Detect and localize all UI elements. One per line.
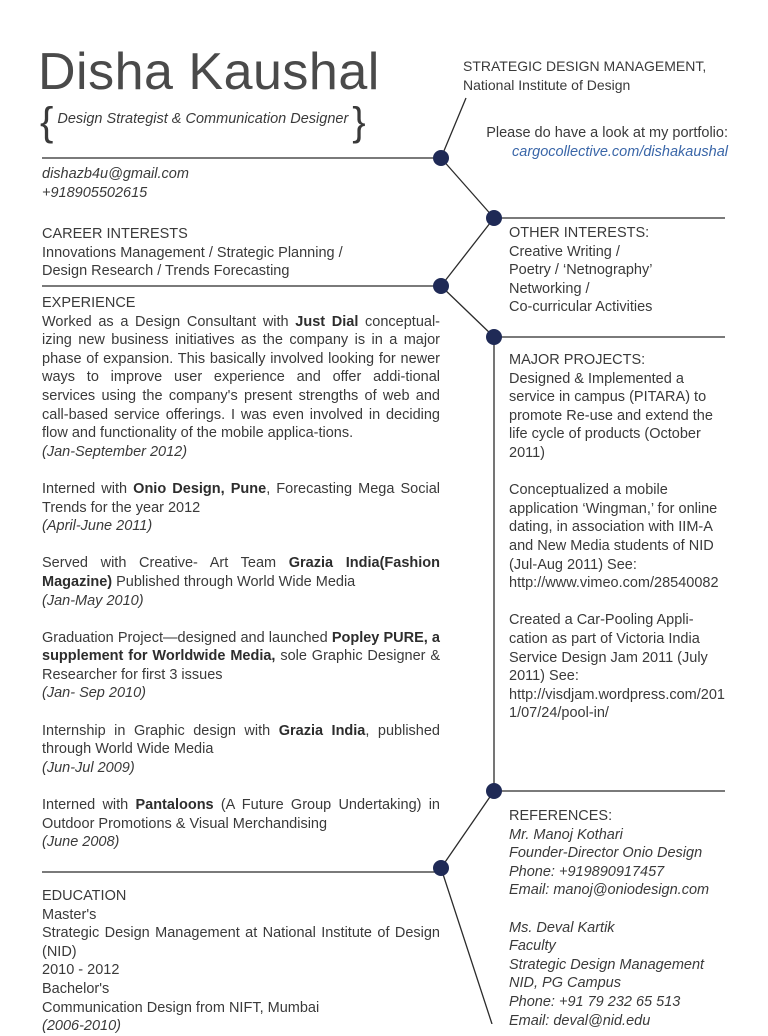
experience-entry — [42, 796, 440, 852]
connector-header — [441, 98, 466, 158]
education-heading: EDUCATION — [42, 888, 127, 904]
entry-text: conceptual-izing new business initiatives as the company is in a major phase of expansion. This basically involved looking for newer ways to improve user experience and offer addi-tional services using the company's present strengths of web and call-based service offerings. I was even involved in deciding flow and functionality of the mobile applica-tions. — [42, 313, 441, 442]
tagline — [40, 100, 366, 144]
reference-email[interactable]: Email: manoj@oniodesign.com — [509, 882, 710, 899]
reference-campus: NID, PG Campus — [509, 975, 621, 992]
entry-text: Internship in Graphic design with — [42, 722, 279, 739]
entry-text: Graduation Project—designed and launched — [42, 629, 332, 646]
other-heading: OTHER INTERESTS: — [509, 225, 650, 241]
entry-date: (June 2008) — [42, 834, 120, 851]
entry-text: sole Graphic Designer & Researcher for first 3 issues — [42, 648, 441, 683]
portfolio-block — [466, 124, 728, 162]
entry-date: (Jan- Sep 2010) — [42, 685, 146, 702]
institute-name: National Institute of Design — [463, 77, 631, 93]
node-education — [433, 860, 449, 876]
other-line: Networking / — [509, 280, 590, 297]
node-projects — [486, 329, 502, 345]
entry-org: Onio Design, Pune — [133, 480, 267, 497]
references-heading: REFERENCES: — [509, 808, 613, 824]
career-line: Innovations Management / Strategic Planning / — [42, 244, 343, 261]
projects-heading: MAJOR PROJECTS: — [509, 352, 646, 368]
reference-department: Strategic Design Management — [509, 956, 705, 973]
other-line: Co-curricular Activities — [509, 299, 653, 316]
entry-text: , Forecasting Mega Social Trends for the year 2012 — [42, 480, 440, 516]
entry-text: (A Future Group Undertaking) in Outdoor Promotions & Visual Merchandising — [42, 797, 440, 832]
reference-phone: Phone: +919890917457 — [509, 863, 665, 880]
connector-bottom — [441, 868, 492, 1024]
experience-section — [42, 294, 440, 852]
references-section — [509, 807, 729, 1030]
contact-phone: +918905502615 — [42, 184, 148, 201]
portfolio-prompt: Please do have a look at my portfolio: — [486, 125, 728, 141]
experience-entry — [42, 554, 440, 610]
entry-text: Interned with — [42, 480, 134, 497]
project-item: Created a Car-Pooling Appli-cation as part of Victoria India Service Design Jam 2011 (July 2011) See: http://visdjam.wordpress.com/2011/07/24/pool-in/ — [509, 612, 725, 722]
experience-entry — [42, 722, 440, 778]
entry-date: (Jun-Jul 2009) — [42, 759, 135, 776]
reference-email[interactable]: Email: deval@nid.edu — [509, 1012, 651, 1029]
reference-name: Ms. Deval Kartik — [509, 919, 615, 936]
project-item: Designed & Implemented a service in campus (PITARA) to promote Re-use and extend the life cycle of products (October 2011) — [509, 370, 713, 461]
major-projects-section — [509, 351, 729, 723]
reference-title: Founder-Director Onio Design — [509, 845, 703, 862]
entry-date: (Jan-May 2010) — [42, 592, 144, 609]
education-line: 2010 - 2012 — [42, 962, 120, 979]
brace-close: } — [352, 100, 366, 144]
entry-org: Grazia India — [278, 722, 366, 739]
entry-org: Just Dial — [295, 313, 359, 330]
institute-program: STRATEGIC DESIGN MANAGEMENT, — [463, 58, 707, 74]
contact-block — [42, 165, 189, 202]
entry-text: , published through World Wide Media — [42, 722, 440, 758]
career-line: Design Research / Trends Forecasting — [42, 263, 290, 280]
entry-org: Popley PURE, a supplement for Worldwide Media, — [42, 629, 440, 665]
experience-entry — [42, 629, 440, 703]
candidate-name: Disha Kaushal — [38, 43, 380, 101]
connector-career — [441, 218, 494, 286]
institute-block — [463, 57, 706, 95]
education-section — [42, 887, 440, 1036]
entry-date: (Jan-September 2012) — [42, 443, 188, 460]
reference-name: Mr. Manoj Kothari — [509, 826, 623, 843]
node-references — [486, 783, 502, 799]
connector-projects — [441, 286, 494, 337]
career-heading: CAREER INTERESTS — [42, 226, 188, 242]
reference-title: Faculty — [509, 938, 556, 955]
node-other — [486, 210, 502, 226]
project-item: Conceptualized a mobile application ‘Wingman,’ for online dating, in association with IIM-A and New Media students of NID (Jul-Aug 2011) See: http://www.vimeo.com/28540082 — [509, 482, 719, 592]
entry-org: Pantaloons — [135, 797, 214, 814]
connector-education — [441, 791, 494, 868]
entry-text: Worked as a Design Consultant with — [42, 313, 296, 330]
entry-text: Published through World Wide Media — [112, 573, 356, 590]
experience-heading: EXPERIENCE — [42, 295, 136, 311]
education-line: Strategic Design Management at National Institute of Design (NID) — [42, 925, 440, 960]
reference-phone: Phone: +91 79 232 65 513 — [509, 993, 681, 1010]
education-line: Communication Design from NIFT, Mumbai — [42, 999, 320, 1016]
contact-email[interactable]: dishazb4u@gmail.com — [42, 166, 189, 182]
education-line: Master's — [42, 906, 97, 923]
experience-entry — [42, 480, 440, 536]
experience-entry — [42, 313, 440, 462]
node-contact — [433, 150, 449, 166]
other-interests-section — [509, 224, 729, 317]
connector-other — [441, 158, 494, 218]
career-interests-section — [42, 225, 440, 281]
entry-text: Served with Creative- Art Team — [42, 555, 289, 572]
brace-open: { — [40, 100, 54, 144]
other-line: Creative Writing / — [509, 243, 620, 260]
entry-org: Grazia India(Fashion Magazine) — [42, 555, 441, 590]
education-line: Bachelor's — [42, 980, 110, 997]
tagline-text: Design Strategist & Communication Designer — [57, 111, 349, 127]
education-line: (2006-2010) — [42, 1018, 121, 1035]
entry-date: (April-June 2011) — [42, 518, 153, 535]
entry-text: Interned with — [42, 797, 136, 814]
other-line: Poetry / ‘Netnography’ — [509, 262, 653, 279]
portfolio-link[interactable]: cargocollective.com/dishakaushal — [512, 144, 728, 160]
